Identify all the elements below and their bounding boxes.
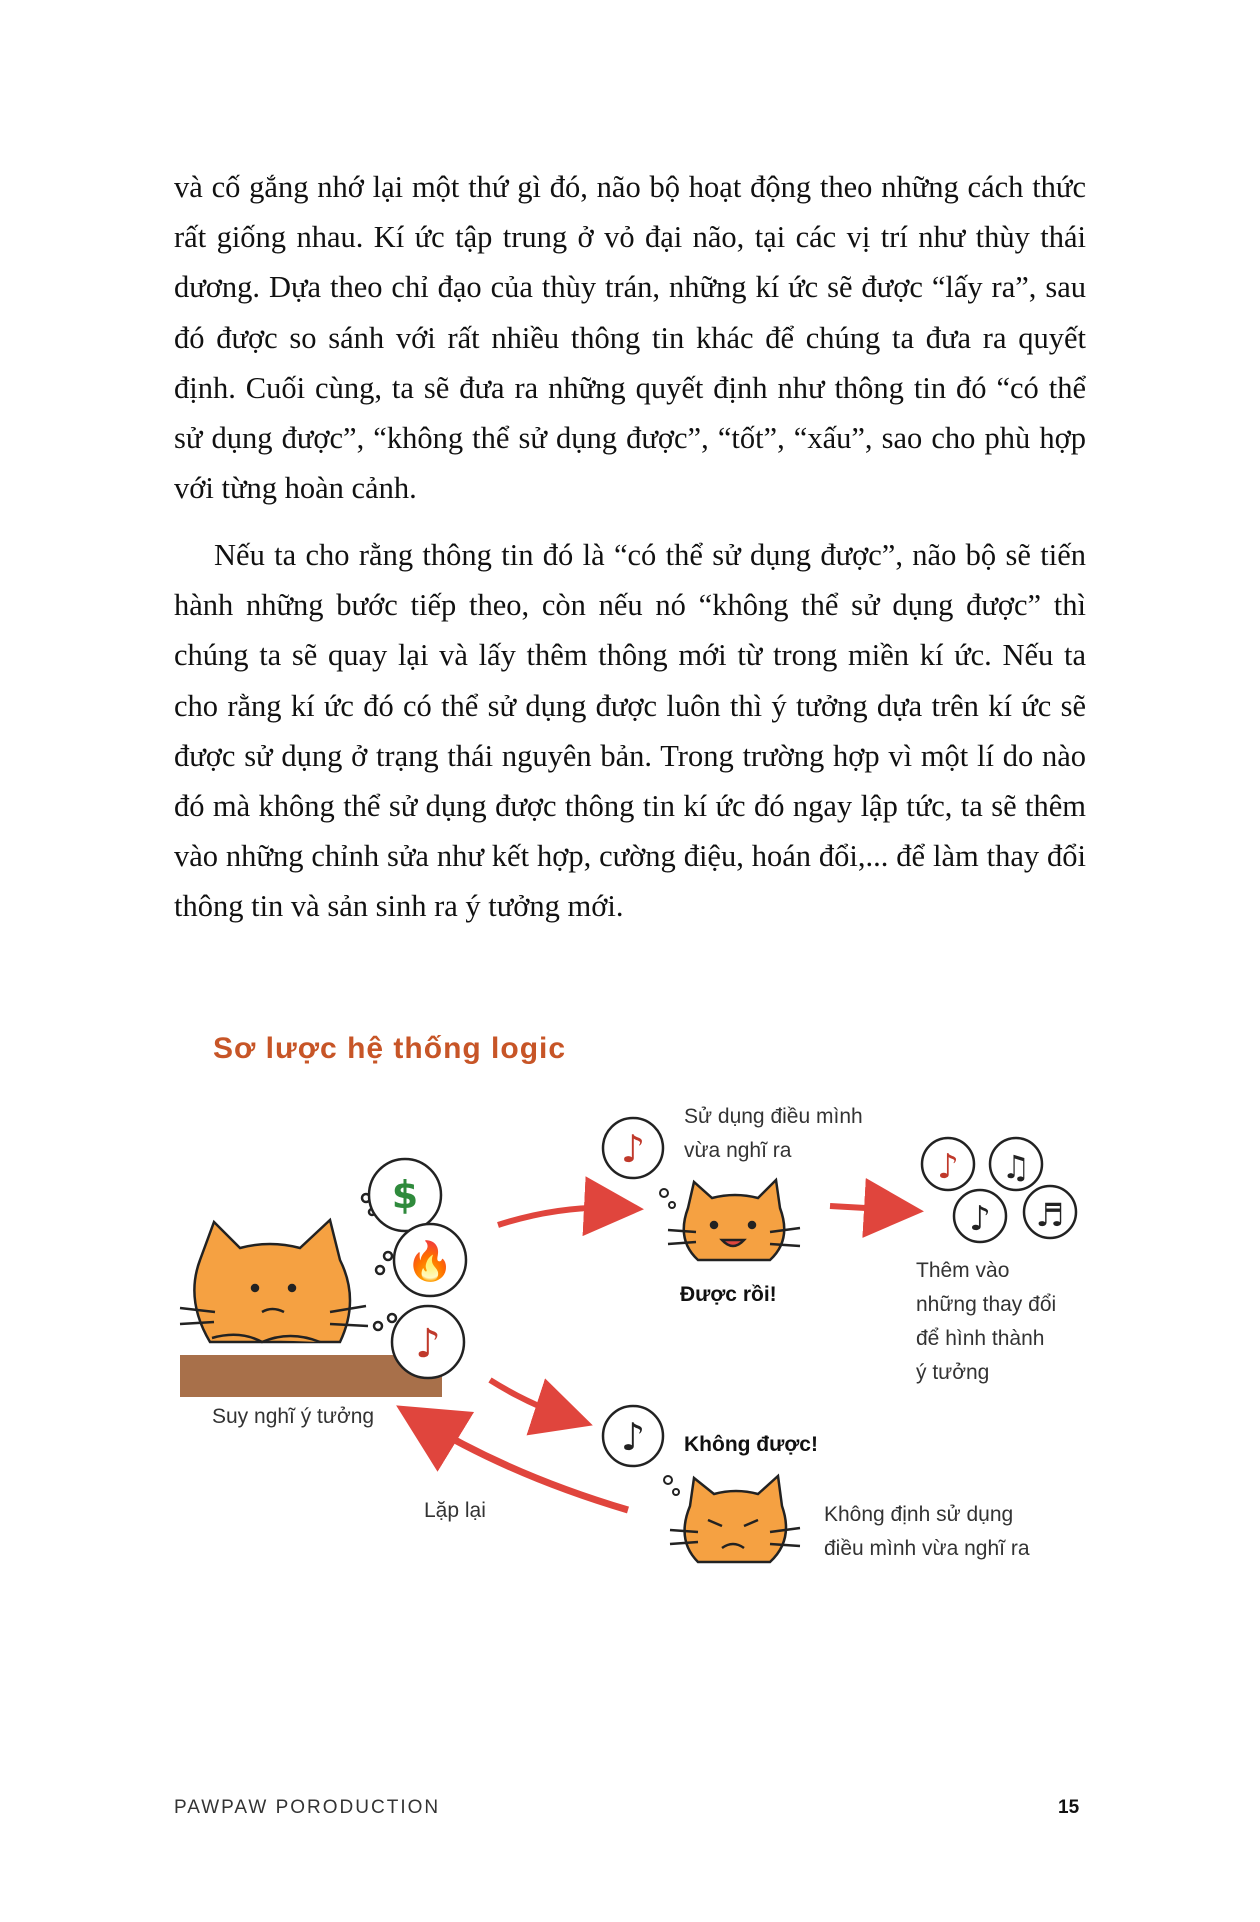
label-add-2: những thay đổi bbox=[916, 1293, 1057, 1316]
label-ok: Được rồi! bbox=[680, 1283, 777, 1306]
label-use-1: Sử dụng điều mình bbox=[684, 1105, 863, 1128]
logic-diagram bbox=[0, 1080, 1260, 1600]
music-note-icon-2: ♪ bbox=[620, 1127, 646, 1171]
label-use-2: vừa nghĩ ra bbox=[684, 1139, 792, 1162]
angry-cat bbox=[670, 1476, 800, 1562]
paragraph-1: và cố gắng nhớ lại một thứ gì đó, não bộ hoạt động theo những cách thức rất giống nhau. Kí ức tập trung ở vỏ đại não, tại các vị trí như thùy thái dương. Dựa theo chỉ đạo của thùy trán, những kí ức sẽ được “lấy ra”, sau đó được so sánh với rất nhiều thông tin khác để chúng ta đưa ra quyết định. Cuối cùng, ta sẽ đưa ra những quyết định như thông tin đó “có thể sử dụng được”, “không thể sử dụng được”, “tốt”, “xấu”, sao cho phù hợp với từng hoàn cảnh. bbox=[174, 170, 1086, 506]
dollar-icon: $ bbox=[391, 1173, 419, 1217]
music-note-icon-4: ♪ bbox=[969, 1199, 991, 1239]
arrow-to-notes bbox=[830, 1206, 900, 1210]
happy-cat bbox=[668, 1180, 800, 1260]
footer-publisher: PAWPAW PORODUCTION bbox=[174, 1797, 441, 1818]
label-add-3: để hình thành bbox=[916, 1327, 1045, 1350]
diagram-title: Sơ lược hệ thống logic bbox=[213, 1032, 567, 1065]
beamed-notes-icon-2: ♬ bbox=[1035, 1196, 1065, 1234]
page-number: 15 bbox=[1058, 1797, 1080, 1818]
label-think: Suy nghĩ ý tưởng bbox=[212, 1405, 375, 1428]
thinking-cat bbox=[180, 1220, 368, 1342]
label-add-4: ý tưởng bbox=[916, 1361, 990, 1384]
music-note-icon-5: ♪ bbox=[620, 1415, 646, 1459]
arrow-to-ok bbox=[498, 1208, 620, 1225]
label-reject-1: Không định sử dụng bbox=[824, 1503, 1014, 1526]
fire-icon: 🔥 bbox=[406, 1239, 454, 1283]
label-add-1: Thêm vào bbox=[916, 1259, 1010, 1282]
beamed-notes-icon: ♫ bbox=[1001, 1148, 1031, 1186]
music-note-icon-3: ♪ bbox=[937, 1147, 959, 1187]
label-not-ok: Không được! bbox=[684, 1433, 818, 1456]
paragraph-2: Nếu ta cho rằng thông tin đó là “có thể sử dụng được”, não bộ sẽ tiến hành những bước tiếp theo, còn nếu nó “không thể sử dụng được” thì chúng ta sẽ quay lại và lấy thêm thông mới từ trong miền kí ức. Nếu ta cho rằng kí ức đó có thể sử dụng được luôn thì ý tưởng dựa trên kí ức sẽ được sử dụng ở trạng thái nguyên bản. Trong trường hợp vì một lí do nào đó mà không thể sử dụng được thông tin kí ức đó ngay lập tức, ta sẽ thêm vào những chỉnh sửa như kết hợp, cường điệu, hoán đổi,... để làm thay đổi thông tin và sản sinh ra ý tưởng mới. bbox=[174, 538, 1086, 924]
label-reject-2: điều mình vừa nghĩ ra bbox=[824, 1537, 1030, 1560]
diagram-illustration bbox=[0, 1080, 1260, 1600]
label-repeat: Lặp lại bbox=[424, 1499, 486, 1522]
music-note-icon-1: ♪ bbox=[415, 1321, 441, 1367]
arrow-to-not-ok bbox=[490, 1380, 570, 1418]
